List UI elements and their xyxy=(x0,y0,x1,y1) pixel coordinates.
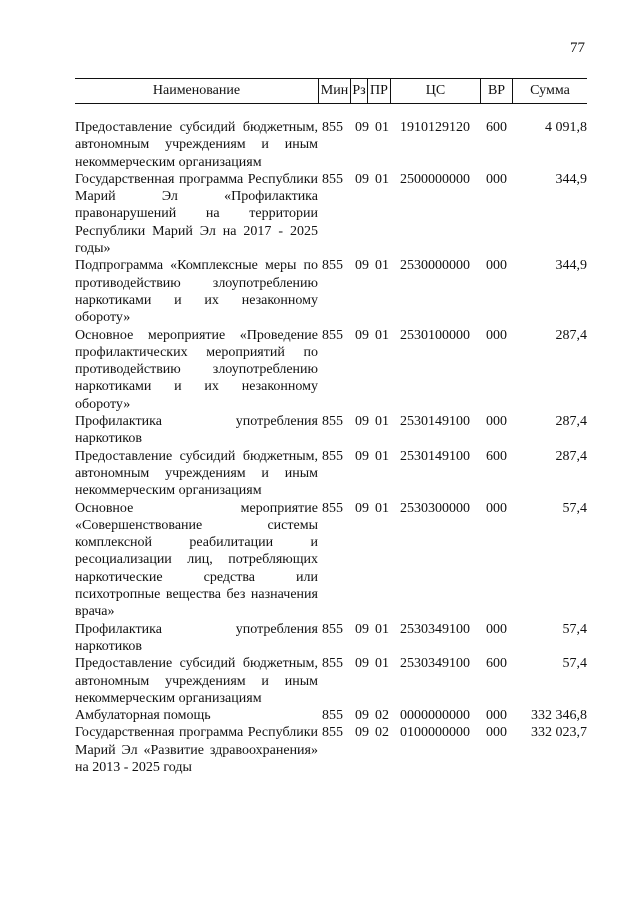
table-row xyxy=(75,327,587,413)
row-vr: 600 xyxy=(486,448,507,464)
row-min: 855 xyxy=(322,448,343,464)
row-codes xyxy=(318,171,512,188)
row-sum: 57,4 xyxy=(562,621,587,637)
row-vr: 000 xyxy=(486,414,507,430)
row-rz: 09 xyxy=(355,500,369,516)
table-row xyxy=(75,257,587,326)
header-pr: ПР xyxy=(367,79,390,103)
row-rz: 09 xyxy=(355,448,369,464)
row-vr: 000 xyxy=(486,621,507,637)
header-rz: Рз xyxy=(350,79,367,103)
row-pr: 01 xyxy=(375,414,389,430)
row-min: 855 xyxy=(322,725,343,741)
row-rz: 09 xyxy=(355,708,369,724)
row-min: 855 xyxy=(322,258,343,274)
row-sum: 332 023,7 xyxy=(531,725,587,741)
row-min: 855 xyxy=(322,621,343,637)
row-cs: 2530349100 xyxy=(400,656,470,672)
row-rz: 09 xyxy=(355,656,369,672)
table-body xyxy=(75,119,587,776)
row-codes xyxy=(318,119,512,136)
row-pr: 01 xyxy=(375,171,389,187)
table-row xyxy=(75,724,587,776)
row-min: 855 xyxy=(322,171,343,187)
row-cs: 0000000000 xyxy=(400,708,470,724)
row-name: Подпрограмма «Комплексные меры по противодействию злоупотреблению наркотиками и их незаконному обороту» xyxy=(75,258,318,326)
row-codes xyxy=(318,621,512,638)
table-header xyxy=(75,78,587,104)
row-pr: 01 xyxy=(375,258,389,274)
row-codes xyxy=(318,413,512,430)
table-row xyxy=(75,500,587,621)
row-vr: 000 xyxy=(486,500,507,516)
row-vr: 000 xyxy=(486,258,507,274)
row-vr: 600 xyxy=(486,656,507,672)
row-cs: 1910129120 xyxy=(400,120,470,135)
row-codes xyxy=(318,327,512,344)
row-sum: 287,4 xyxy=(555,448,587,464)
row-pr: 01 xyxy=(375,448,389,464)
row-name: Профилактика употребления наркотиков xyxy=(75,621,318,654)
row-min: 855 xyxy=(322,327,343,343)
row-sum: 57,4 xyxy=(562,500,587,516)
row-min: 855 xyxy=(322,414,343,430)
table-row xyxy=(75,119,587,171)
row-min: 855 xyxy=(322,120,343,135)
row-pr: 02 xyxy=(375,725,389,741)
header-cs: ЦС xyxy=(390,79,480,103)
row-pr: 01 xyxy=(375,327,389,343)
row-name: Государственная программа Республики Марий Эл «Развитие здравоохранения» на 2013 - 2025 годы xyxy=(75,725,318,775)
row-pr: 01 xyxy=(375,656,389,672)
table-row xyxy=(75,171,587,257)
page-number: 77 xyxy=(570,40,585,56)
row-rz: 09 xyxy=(355,621,369,637)
row-cs: 2530149100 xyxy=(400,414,470,430)
row-rz: 09 xyxy=(355,120,369,135)
row-name: Предоставление субсидий бюджетным, автономным учреждениям и иным некоммерческим организациям xyxy=(75,656,318,706)
row-vr: 000 xyxy=(486,171,507,187)
row-vr: 600 xyxy=(486,120,507,135)
row-min: 855 xyxy=(322,656,343,672)
header-sum: Сумма xyxy=(512,79,587,103)
row-name: Основное мероприятие «Совершенствование системы комплексной реабилитации и ресоциализации лиц, потребляющих наркотические средства или психотропные вещества без назначения врача» xyxy=(75,500,318,620)
row-codes xyxy=(318,257,512,274)
table-row xyxy=(75,707,587,724)
row-codes xyxy=(318,655,512,672)
row-rz: 09 xyxy=(355,171,369,187)
row-pr: 01 xyxy=(375,120,389,135)
row-sum: 4 091,8 xyxy=(545,120,587,135)
table-row xyxy=(75,413,587,448)
row-cs: 2530349100 xyxy=(400,621,470,637)
row-rz: 09 xyxy=(355,414,369,430)
row-sum: 344,9 xyxy=(555,171,587,187)
row-sum: 332 346,8 xyxy=(531,708,587,724)
table-row xyxy=(75,621,587,656)
row-rz: 09 xyxy=(355,258,369,274)
row-pr: 01 xyxy=(375,500,389,516)
row-pr: 02 xyxy=(375,708,389,724)
row-cs: 2500000000 xyxy=(400,171,470,187)
row-cs: 2530149100 xyxy=(400,448,470,464)
row-name: Предоставление субсидий бюджетным, автономным учреждениям и иным некоммерческим организациям xyxy=(75,120,318,170)
row-min: 855 xyxy=(322,708,343,724)
row-vr: 000 xyxy=(486,708,507,724)
row-vr: 000 xyxy=(486,725,507,741)
row-codes xyxy=(318,724,512,741)
table-row xyxy=(75,655,587,707)
row-rz: 09 xyxy=(355,327,369,343)
row-sum: 344,9 xyxy=(555,258,587,274)
row-name: Профилактика употребления наркотиков xyxy=(75,414,318,447)
row-sum: 57,4 xyxy=(562,656,587,672)
row-name: Амбулаторная помощь xyxy=(75,708,211,724)
row-rz: 09 xyxy=(355,725,369,741)
row-codes xyxy=(318,707,512,724)
row-codes xyxy=(318,448,512,465)
row-cs: 2530300000 xyxy=(400,500,470,516)
header-vr: ВР xyxy=(480,79,512,103)
budget-table xyxy=(75,78,587,776)
table-row xyxy=(75,448,587,500)
row-vr: 000 xyxy=(486,327,507,343)
header-name: Наименование xyxy=(152,83,241,98)
row-name: Государственная программа Республики Марий Эл «Профилактика правонарушений на территории Республики Марий Эл на 2017 - 2025 годы» xyxy=(75,171,318,257)
row-codes xyxy=(318,500,512,517)
row-pr: 01 xyxy=(375,621,389,637)
row-name: Основное мероприятие «Проведение профилактических мероприятий по противодействию злоупотреблению наркотиками и их незаконному обороту» xyxy=(75,327,318,412)
row-sum: 287,4 xyxy=(555,327,587,343)
row-cs: 0100000000 xyxy=(400,725,470,741)
header-min: Мин xyxy=(318,79,350,103)
row-name: Предоставление субсидий бюджетным, автономным учреждениям и иным некоммерческим организациям xyxy=(75,448,318,499)
row-cs: 2530100000 xyxy=(400,327,470,343)
row-cs: 2530000000 xyxy=(400,258,470,274)
row-min: 855 xyxy=(322,500,343,516)
row-sum: 287,4 xyxy=(555,414,587,430)
